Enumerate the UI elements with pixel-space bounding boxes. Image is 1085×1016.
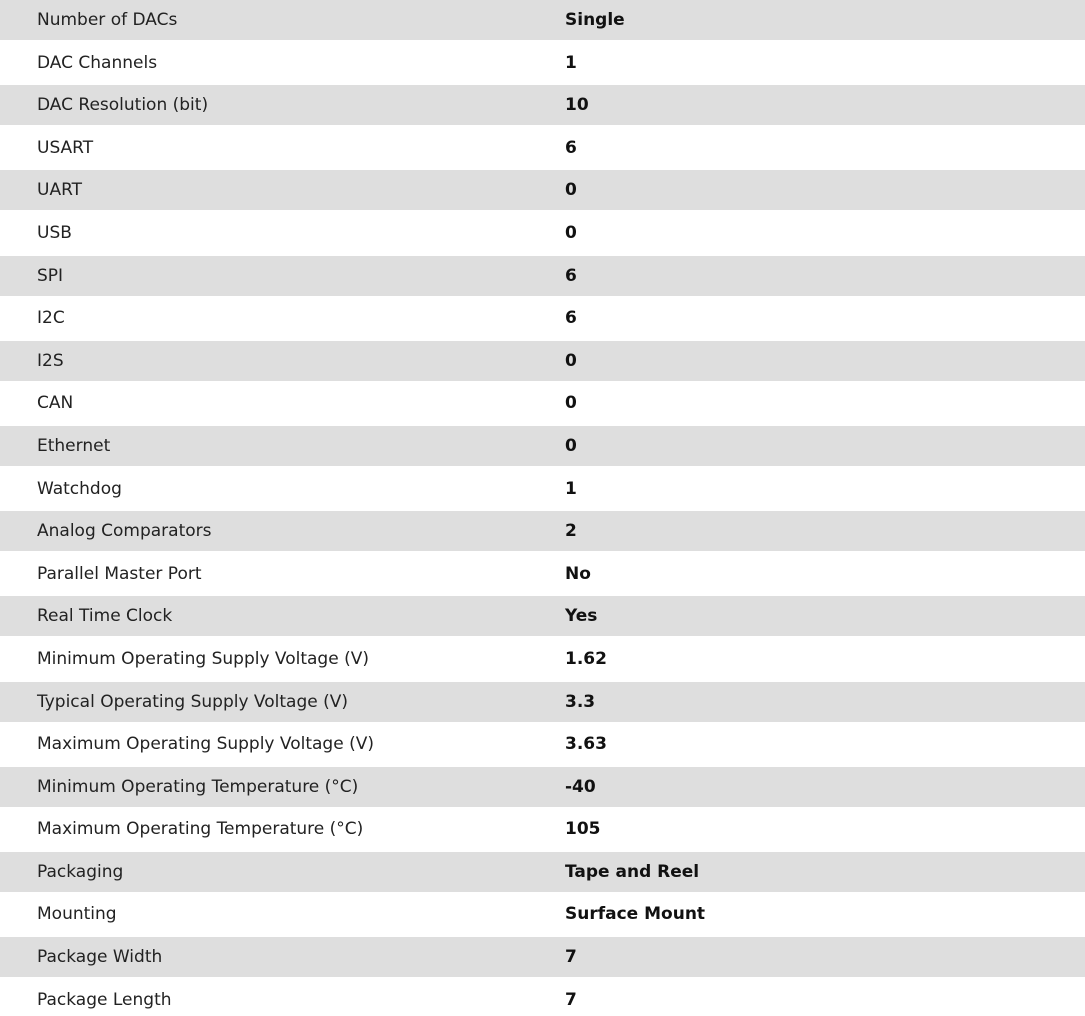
spec-label: Mounting <box>37 904 117 925</box>
spec-label: Maximum Operating Temperature (°C) <box>37 819 364 840</box>
spec-row <box>0 256 1085 296</box>
spec-label: UART <box>37 180 83 201</box>
spec-row <box>0 552 1085 595</box>
spec-label: I2C <box>37 308 65 329</box>
spec-label: USART <box>37 137 94 158</box>
spec-label: SPI <box>37 265 64 286</box>
spec-row <box>0 212 1085 255</box>
spec-value: 0 <box>565 435 577 456</box>
spec-label: Real Time Clock <box>37 606 173 627</box>
spec-value: 3.63 <box>565 734 607 755</box>
spec-row <box>0 426 1085 466</box>
spec-value: 6 <box>565 137 577 158</box>
spec-label: DAC Channels <box>37 52 158 73</box>
spec-value: 10 <box>565 95 589 116</box>
spec-value: Surface Mount <box>565 904 706 925</box>
spec-label: Maximum Operating Supply Voltage (V) <box>37 734 374 755</box>
spec-row <box>0 596 1085 636</box>
spec-label: Watchdog <box>37 478 122 499</box>
spec-row <box>0 723 1085 766</box>
spec-value: 2 <box>565 521 577 542</box>
spec-row <box>0 85 1085 125</box>
spec-value: 105 <box>565 819 601 840</box>
spec-row <box>0 852 1085 892</box>
spec-row <box>0 937 1085 977</box>
spec-row <box>0 0 1085 40</box>
spec-value: 0 <box>565 222 577 243</box>
spec-row <box>0 682 1085 722</box>
spec-label: Minimum Operating Temperature (°C) <box>37 776 359 797</box>
spec-value: 1.62 <box>565 648 607 669</box>
spec-label: Package Width <box>37 947 163 968</box>
spec-row <box>0 638 1085 681</box>
spec-row <box>0 808 1085 851</box>
spec-label: Minimum Operating Supply Voltage (V) <box>37 648 369 669</box>
spec-label: USB <box>37 222 72 243</box>
spec-row <box>0 41 1085 84</box>
spec-value: 1 <box>565 478 577 499</box>
spec-row <box>0 511 1085 551</box>
spec-value: Yes <box>565 606 598 627</box>
spec-value: 0 <box>565 350 577 371</box>
spec-value: No <box>565 563 591 584</box>
spec-row <box>0 467 1085 510</box>
spec-value: -40 <box>565 776 596 797</box>
spec-label: Typical Operating Supply Voltage (V) <box>37 691 348 712</box>
spec-value: Single <box>565 10 625 30</box>
spec-row <box>0 893 1085 936</box>
spec-label: Package Length <box>37 989 172 1010</box>
spec-row <box>0 341 1085 381</box>
spec-label: I2S <box>37 350 64 371</box>
spec-value: 6 <box>565 265 577 286</box>
spec-value: 7 <box>565 989 577 1010</box>
spec-label: Analog Comparators <box>37 521 212 542</box>
spec-value: 0 <box>565 180 577 201</box>
spec-row <box>0 297 1085 340</box>
spec-label: Parallel Master Port <box>37 563 202 584</box>
spec-value: 1 <box>565 52 577 73</box>
spec-value: 6 <box>565 308 577 329</box>
spec-label: CAN <box>37 393 74 414</box>
spec-row <box>0 382 1085 425</box>
spec-value: 3.3 <box>565 691 596 712</box>
spec-label: DAC Resolution (bit) <box>37 95 209 116</box>
spec-row <box>0 767 1085 807</box>
spec-value: Tape and Reel <box>565 861 700 882</box>
spec-value: 7 <box>565 947 577 968</box>
spec-label: Number of DACs <box>37 10 178 30</box>
spec-row <box>0 126 1085 169</box>
spec-label: Ethernet <box>37 435 111 456</box>
spec-value: 0 <box>565 393 577 414</box>
spec-label: Packaging <box>37 861 124 882</box>
spec-row <box>0 170 1085 210</box>
spec-row <box>0 978 1085 1016</box>
